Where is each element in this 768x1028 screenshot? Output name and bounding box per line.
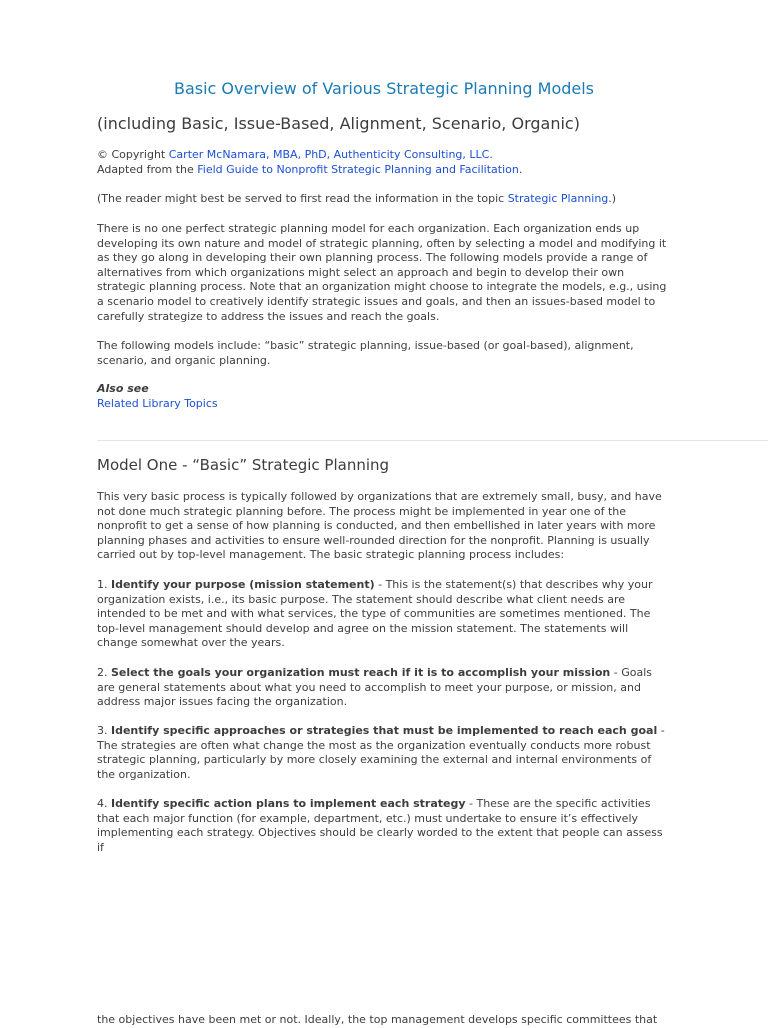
models-paragraph: The following models include: “basic” strategic planning, issue-based (or goal-based), alignment, scenario, and organic planning.: [97, 339, 634, 367]
step-text: - This is the statement(s) that describes why your organization exists, i.e., its basic purpose. The statement should describe what client needs are intended to be met and with what services, the type of communities are sometimes mentioned. The top-level management should develop and agree on the mission statement. The statements will change somewhat over the years.: [97, 578, 653, 650]
adapted-suffix: .: [518, 162, 523, 176]
step-title: Identify specific approaches or strategies that must be implemented to reach each goal: [111, 724, 658, 737]
field-guide-link[interactable]: Field Guide to Nonprofit Strategic Planning and Facilitation: [197, 162, 519, 176]
reader-note: [97, 192, 672, 207]
adapted-prefix: Adapted from the: [97, 162, 198, 176]
step-number: 4.: [97, 797, 111, 810]
step-title: Identify specific action plans to implement each strategy: [111, 797, 466, 810]
step-number: 2.: [97, 666, 111, 679]
credits: [97, 148, 672, 177]
copyright-author-link[interactable]: Carter McNamara, MBA, PhD, Authenticity Consulting, LLC.: [168, 148, 493, 161]
step-title: Identify your purpose (mission statement): [111, 578, 375, 591]
step-text: - These are the specific activities that each major function (for example, department, etc.) must undertake to ensure it’s effectively implementing each strategy. Objectives should be clearly worded to the extent that people can assess if: [97, 797, 663, 854]
step-text: - The strategies are often what change the most as the organization eventually conducts more robust strategic planning, particularly by more closely examining the external and internal environments of the organization.: [97, 724, 665, 781]
continuation-text: the objectives have been met or not. Ideally, the top management develops specific committees that: [97, 1013, 658, 1026]
model-one-intro: This very basic process is typically followed by organizations that are extremely small, busy, and have not done much strategic planning before. The process might be implemented in year one of the nonprofit to get a sense of how planning is conducted, and then embellished in later years with more planning phases and activities to ensure well-rounded direction for the nonprofit. Planning is usually carried out by top-level management. The basic strategic planning process includes:: [97, 490, 662, 562]
section-heading-model-one: Model One - “Basic” Strategic Planning: [97, 456, 390, 474]
page-subtitle: (including Basic, Issue-Based, Alignment, Scenario, Organic): [97, 114, 580, 133]
related-library-topics-link[interactable]: Related Library Topics: [97, 396, 218, 410]
step-number: 1.: [97, 578, 111, 591]
strategic-planning-link[interactable]: Strategic Planning: [507, 192, 609, 205]
step-item: [97, 724, 672, 782]
section-divider: [97, 440, 768, 441]
step-item: [97, 578, 672, 651]
step-item: [97, 797, 672, 855]
reader-note-prefix: (The reader might best be served to first read the information in the topic: [97, 192, 508, 205]
step-title: Select the goals your organization must reach if it is to accomplish your mission: [111, 666, 611, 679]
page-title: Basic Overview of Various Strategic Planning Models: [173, 79, 595, 98]
step-number: 3.: [97, 724, 111, 737]
intro-paragraph: There is no one perfect strategic planning model for each organization. Each organization ends up developing its own nature and model of strategic planning, often by selecting a model and modifying it as they go along in developing their own planning process. The following models provide a range of alternatives from which organizations might select an approach and begin to develop their own strategic planning process. Note that an organization might choose to integrate the models, e.g., using a scenario model to creatively identify strategic issues and goals, and then an issues-based model to carefully strategize to address the issues and reach the goals.: [97, 222, 667, 323]
reader-note-suffix: .): [608, 192, 617, 205]
step-text: - Goals are general statements about what you need to accomplish to meet your purpose, or mission, and address major issues facing the organization.: [97, 666, 652, 709]
copyright-prefix: © Copyright: [97, 148, 169, 161]
step-item: [97, 666, 672, 710]
also-see-label: Also see: [97, 382, 149, 395]
also-see-block: [97, 382, 672, 411]
